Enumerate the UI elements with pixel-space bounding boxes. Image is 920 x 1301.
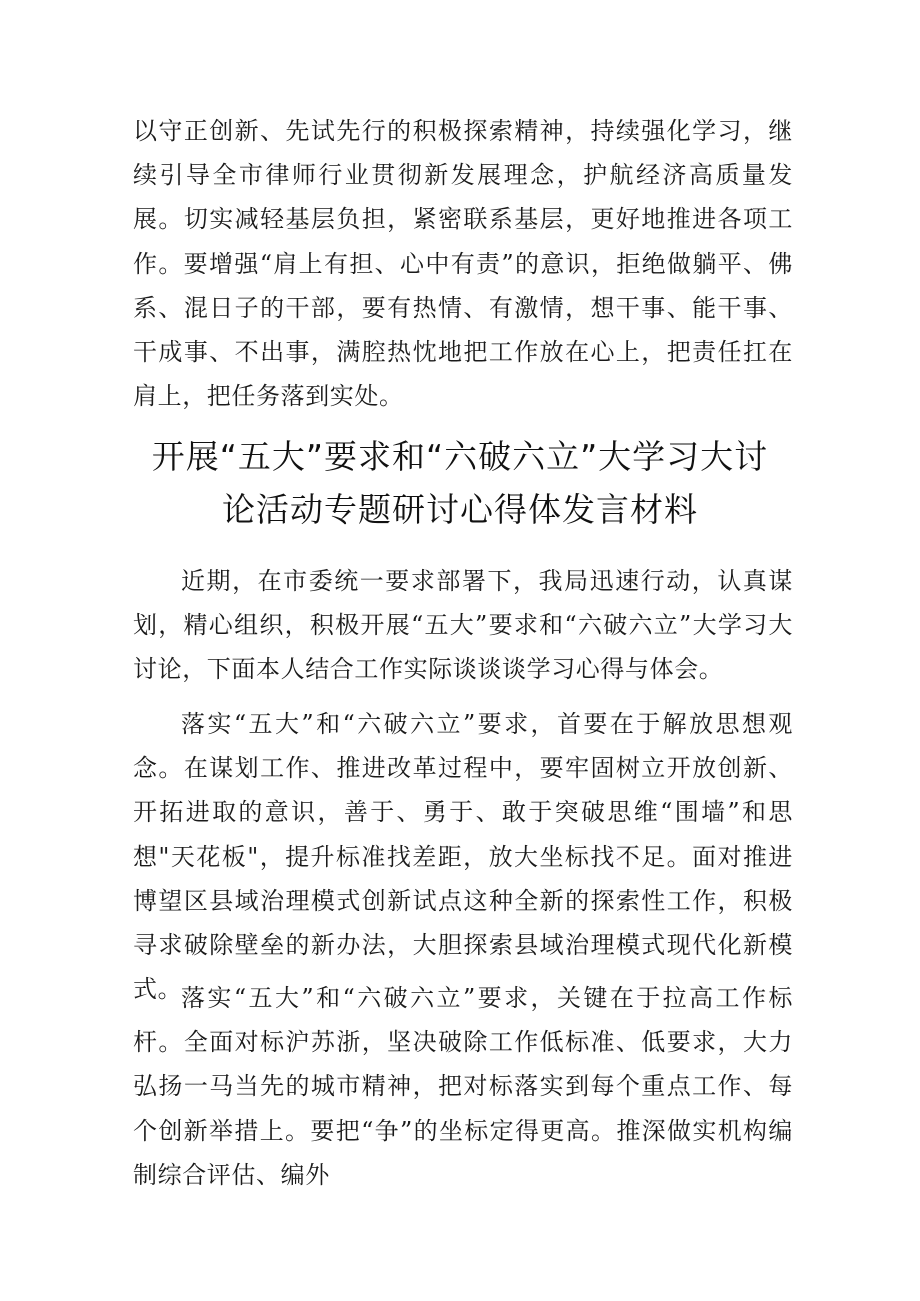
title-line-2: 论活动专题研讨心得体发言材料 xyxy=(222,490,698,529)
title-line-1: 开展“五大”要求和“六破六立”大学习大讨 xyxy=(151,437,769,476)
body-paragraph-1: 近期，在市委统一要求部署下，我局迅速行动，认真谋划，精心组织，积极开展“五大”要求和“六破六立”大学习大讨论，下面本人结合工作实际谈谈谈学习心得与体会。 xyxy=(133,567,793,684)
document-title xyxy=(110,430,810,536)
intro-paragraph: 以守正创新、先试先行的积极探索精神，持续强化学习，继续引导全市律师行业贯彻新发展理念，护航经济高质量发展。切实减轻基层负担，紧密联系基层，更好地推进各项工作。要增强“肩上有担、心中有责”的意识，拒绝做躺平、佛系、混日子的干部，要有热情、有激情，想干事、能干事、干成事、不出事，满腔热忱地把工作放在心上，把责任扛在肩上，把任务落到实处。 xyxy=(133,117,793,411)
body-paragraph-3: 落实“五大”和“六破六立”要求，关键在于拉高工作标杆。全面对标沪苏浙，坚决破除工作低标准、低要求，大力弘扬一马当先的城市精神，把对标落实到每个重点工作、每个创新举措上。要把“争”的坐标定得更高。推深做实机构编制综合评估、编外 xyxy=(133,984,793,1189)
body-paragraph-2: 落实“五大”和“六破六立”要求，首要在于解放思想观念。在谋划工作、推进改革过程中，要牢固树立开放创新、开拓进取的意识，善于、勇于、敢于突破思维“围墙”和思想"天花板"，提升标准找差距，放大坐标找不足。面对推进博望区县域治理模式创新试点这种全新的探索性工作，积极寻求破除壁垒的新办法，大胆探索县域治理模式现代化新模式。 xyxy=(133,710,793,1004)
